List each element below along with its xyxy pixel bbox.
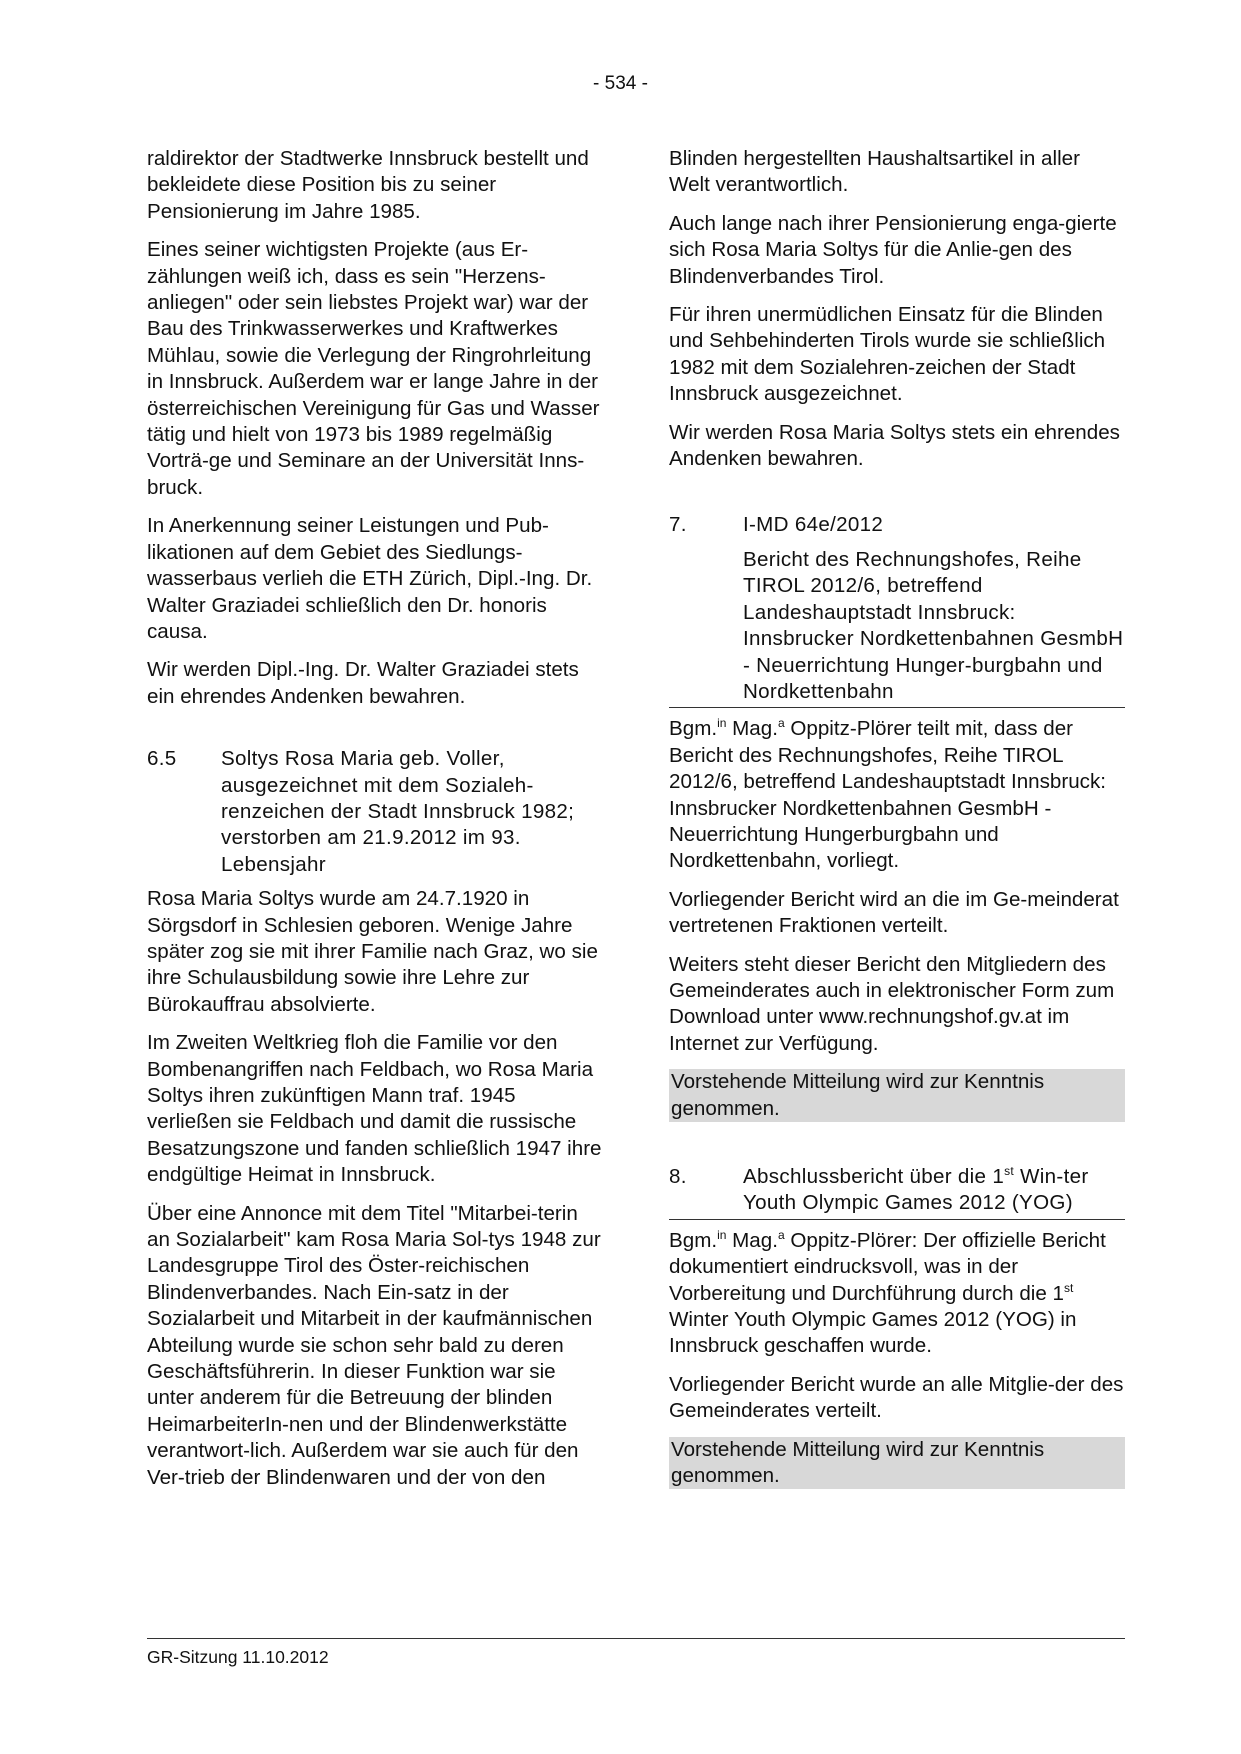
left-column xyxy=(147,146,602,1503)
decision-box: Vorstehende Mitteilung wird zur Kenntnis genommen. xyxy=(669,1437,1125,1490)
superscript: st xyxy=(1004,1164,1015,1178)
speaker-paragraph xyxy=(669,716,1125,874)
agenda-item-title: Abschlussbericht über die 1st Win-ter Youth Olympic Games 2012 (YOG) xyxy=(743,1164,1089,1215)
superscript: st xyxy=(1063,1280,1074,1295)
agenda-item-7 xyxy=(669,512,1125,538)
decision-box: Vorstehende Mitteilung wird zur Kenntnis genommen. xyxy=(669,1069,1125,1122)
paragraph: Wir werden Dipl.-Ing. Dr. Walter Graziadei stets ein ehrendes Andenken bewahren. xyxy=(147,658,579,708)
agenda-item-number: 6.5 xyxy=(147,747,177,771)
page-number: - 534 - xyxy=(593,73,648,94)
paragraph: raldirektor der Stadtwerke Innsbruck bestellt und bekleidete diese Position bis zu seiner Pensionierung im Jahre 1985. xyxy=(147,147,589,223)
superscript: in xyxy=(717,1227,727,1242)
agenda-item-8 xyxy=(669,1164,1125,1220)
paragraph: Vorliegender Bericht wird an die im Ge-meinderat vertretenen Fraktionen verteilt. xyxy=(669,887,1119,938)
speaker-title: Mag. xyxy=(726,717,778,741)
speaker-title: Bgm. xyxy=(669,1228,718,1252)
paragraph: Im Zweiten Weltkrieg floh die Familie vor den Bombenangriffen nach Feldbach, wo Rosa Maria Soltys ihren zukünftigen Mann traf. 1945 verließen sie Feldbach und damit die russische Besatzungszone und fanden schließlich 1947 ihre endgültige Heimat in Innsbruck. xyxy=(147,1031,602,1187)
paragraph: Blinden hergestellten Haushaltsartikel in aller Welt verantwortlich. xyxy=(669,147,1080,197)
speaker-paragraph xyxy=(669,1228,1125,1360)
paragraph: In Anerkennung seiner Leistungen und Pub-likationen auf dem Gebiet des Siedlungs-wasserbaus verlieh die ETH Zürich, Dipl.-Ing. Dr. Walter Graziadei schließlich den Dr. honoris causa. xyxy=(147,514,593,643)
paragraph: Für ihren unermüdlichen Einsatz für die Blinden und Sehbehinderten Tirols wurde sie schließlich 1982 mit dem Sozialehren-zeichen der Stadt Innsbruck ausgezeichnet. xyxy=(669,303,1106,406)
paragraph: Auch lange nach ihrer Pensionierung enga-gierte sich Rosa Maria Soltys für die Anlie-gen des Blindenverbandes Tirol. xyxy=(669,211,1117,288)
agenda-item-7-title-block xyxy=(669,547,1125,708)
agenda-item-6-5 xyxy=(147,746,602,878)
speaker-title: Bgm. xyxy=(669,717,718,741)
agenda-item-reference: I-MD 64e/2012 xyxy=(743,513,884,537)
speaker-title: Mag. xyxy=(726,1228,778,1252)
right-column xyxy=(669,146,1125,1501)
footer-divider xyxy=(147,1638,1125,1639)
paragraph: Wir werden Rosa Maria Soltys stets ein ehrendes Andenken bewahren. xyxy=(669,420,1120,471)
paragraph: Über eine Annonce mit dem Titel "Mitarbei-terin an Sozialarbeit" kam Rosa Maria Sol-tys 1948 zur Landesgruppe Tirol des Öster-reichischen Blindenverbandes. Nach Ein-satz in der Sozialarbeit und Mitarbeit in der kaufmännischen Abteilung wurde sie schon sehr bald zu deren Geschäftsführerin. In dieser Funktion war sie unter anderem für die Betreuung der blinden HeimarbeiterIn-nen und der Blindenwerkstätte verantwort-lich. Außerdem war sie auch für den Ver-trieb der Blindenwaren und der von den xyxy=(147,1201,601,1489)
paragraph: Vorliegender Bericht wurde an alle Mitglie-der des Gemeinderates verteilt. xyxy=(669,1372,1124,1423)
paragraph: Weiters steht dieser Bericht den Mitgliedern des Gemeinderates auch in elektronischer Form zum Download unter www.rechnungshof.gv.at im Internet zur Verfügung. xyxy=(669,952,1115,1055)
agenda-item-number: 7. xyxy=(669,513,687,537)
paragraph: Rosa Maria Soltys wurde am 24.7.1920 in Sörgsdorf in Schlesien geboren. Wenige Jahre später zog sie mit ihrer Familie nach Graz, wo sie ihre Schulausbildung sowie ihre Lehre zur Bürokauffrau absolvierte. xyxy=(147,887,598,1016)
superscript: a xyxy=(777,1227,785,1242)
agenda-item-title: Soltys Rosa Maria geb. Voller, ausgezeichnet mit dem Sozialeh-renzeichen der Stadt Innsbruck 1982; verstorben am 21.9.2012 im 93. Lebensjahr xyxy=(221,747,575,876)
speaker-text: Winter Youth Olympic Games 2012 (YOG) in Innsbruck geschaffen wurde. xyxy=(669,1308,1077,1358)
speaker-text: Oppitz-Plörer: Der offizielle Bericht dokumentiert eindrucksvoll, was in der Vorbereitung und Durchführung durch die 1 xyxy=(669,1228,1106,1305)
agenda-item-number: 8. xyxy=(669,1165,687,1188)
superscript: a xyxy=(777,716,785,731)
paragraph: Eines seiner wichtigsten Projekte (aus Er-zählungen weiß ich, dass es sein "Herzens-anliegen" oder sein liebstes Projekt war) war der Bau des Trinkwasserwerkes und Kraftwerkes Mühlau, sowie die Verlegung der Ringrohrleitung in Innsbruck. Außerdem war er lange Jahre in der österreichischen Vereinigung für Gas und Wasser tätig und hielt von 1973 bis 1989 regelmäßig Vorträ-ge und Seminare an der Universität Inns-bruck. xyxy=(147,238,600,499)
speaker-text: Oppitz-Plörer teilt mit, dass der Bericht des Rechnungshofes, Reihe TIROL 2012/6, betreffend Landeshauptstadt Innsbruck: Innsbrucker Nordkettenbahnen GesmbH - Neuerrichtung Hungerburgbahn und Nordkettenbahn, vorliegt. xyxy=(669,717,1106,873)
superscript: in xyxy=(717,716,727,731)
agenda-item-title: Bericht des Rechnungshofes, Reihe TIROL 2012/6, betreffend Landeshauptstadt Innsbruck: Innsbrucker Nordkettenbahnen GesmbH - Neuerrichtung Hunger-burgbahn und Nordkettenbahn xyxy=(743,547,1124,703)
footer-session-date: GR-Sitzung 11.10.2012 xyxy=(147,1647,329,1667)
